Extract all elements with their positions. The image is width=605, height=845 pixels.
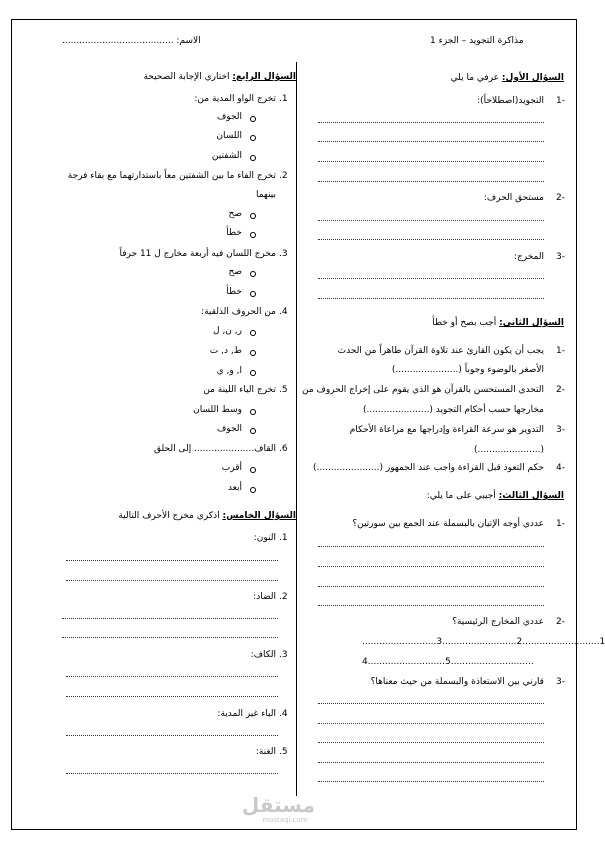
option-radio[interactable] bbox=[250, 409, 256, 415]
answer-line[interactable] bbox=[62, 618, 278, 619]
option-radio[interactable] bbox=[250, 428, 256, 434]
option-radio[interactable] bbox=[250, 350, 256, 356]
column-divider bbox=[296, 62, 297, 796]
q4-option: اللسان bbox=[216, 131, 242, 141]
q2-item-text: التدوير هو سرعة القراءة وإدراجها مع مراعاة الأحكام bbox=[349, 425, 544, 435]
q2-item-text: التحدي المستحسن بالقرآن هو الذي يقوم على إخراج الحروف من bbox=[301, 385, 544, 395]
answer-line[interactable] bbox=[318, 181, 544, 182]
q4-item-text: من الحروف الذلقية: bbox=[201, 307, 276, 317]
q3-enum-row-1[interactable]: 1...........................2..........................3.......................... bbox=[362, 637, 605, 647]
option-radio[interactable] bbox=[250, 232, 256, 238]
q2-item-text[interactable]: الأصغر بالوضوء وجوباً (......................) bbox=[391, 365, 544, 375]
q3-item-num: -2 bbox=[556, 617, 565, 627]
option-radio[interactable] bbox=[250, 213, 256, 219]
option-radio[interactable] bbox=[250, 291, 256, 297]
q4-option: أبعد bbox=[227, 483, 242, 493]
q4-option: صح bbox=[228, 209, 242, 219]
q5-item-text: النون: bbox=[253, 533, 276, 543]
answer-line[interactable] bbox=[318, 220, 544, 221]
q5-item-num: 1. bbox=[279, 533, 288, 543]
q5-prompt: اذكري مخرج الأحرف التالية bbox=[118, 511, 223, 521]
q4-item-text: تخرج الواو المدية من: bbox=[194, 94, 276, 104]
q1-item-text: المخرج: bbox=[513, 252, 544, 262]
q2-title bbox=[432, 319, 564, 328]
option-radio[interactable] bbox=[250, 116, 256, 122]
answer-line[interactable] bbox=[318, 122, 544, 123]
answer-line[interactable] bbox=[66, 580, 278, 581]
q3-heading: السؤال الثالث: bbox=[498, 491, 564, 501]
q4-item-num: 6. bbox=[279, 444, 288, 454]
q1-heading: السؤال الأول: bbox=[501, 73, 564, 83]
q1-item-num: -3 bbox=[556, 252, 565, 262]
q4-item-num: 5. bbox=[279, 385, 288, 395]
answer-line[interactable] bbox=[318, 742, 544, 743]
worksheet-title: مذاكرة التجويد – الجزء 1 bbox=[430, 36, 524, 46]
answer-line[interactable] bbox=[66, 676, 278, 677]
q4-item-num: 2. bbox=[279, 171, 288, 181]
q4-item-text[interactable]: القاف..................... إلى الحلق bbox=[154, 444, 276, 454]
answer-line[interactable] bbox=[66, 560, 278, 561]
q4-item-num: 3. bbox=[279, 249, 288, 259]
q2-item-text[interactable]: حكم التعوذ قبل القراءة واجب عند الجمهور (......................) bbox=[313, 463, 544, 473]
q4-option: ا, و, ي bbox=[216, 366, 242, 376]
mostaql-url: mostaql.com bbox=[262, 816, 308, 824]
q4-option: الجوف bbox=[216, 424, 242, 434]
answer-line[interactable] bbox=[318, 762, 544, 763]
q2-item-text[interactable]: (......................) bbox=[474, 445, 544, 455]
q1-title bbox=[451, 74, 564, 83]
q2-item-num: -3 bbox=[556, 425, 565, 435]
q5-item-num: 5. bbox=[279, 747, 288, 757]
q3-item-text: عددي المخارج الرئيسية؟ bbox=[452, 617, 544, 627]
option-radio[interactable] bbox=[250, 330, 256, 336]
q1-item-num: -1 bbox=[556, 96, 565, 106]
q4-title bbox=[143, 73, 296, 82]
student-name-field[interactable]: الاسم: ....................................... bbox=[62, 36, 201, 46]
q5-item-text: الغنة: bbox=[255, 747, 276, 757]
answer-line[interactable] bbox=[318, 723, 544, 724]
q1-item-num: -2 bbox=[556, 193, 565, 203]
answer-line[interactable] bbox=[318, 586, 544, 587]
q4-option: ر, ن, ل bbox=[213, 326, 242, 336]
q3-item-num: -1 bbox=[556, 519, 565, 529]
q3-item-num: -3 bbox=[556, 677, 565, 687]
answer-line[interactable] bbox=[318, 278, 544, 279]
answer-line[interactable] bbox=[318, 605, 544, 606]
q5-item-text: الكاف: bbox=[250, 650, 276, 660]
q4-item-text: تخرج الياء اللينة من bbox=[203, 385, 276, 395]
q3-item-text: عددي أوجه الإتيان بالبسملة عند الجمع بين سورتين؟ bbox=[352, 519, 544, 529]
q5-item-num: 3. bbox=[279, 650, 288, 660]
q4-option: وسط اللسان bbox=[193, 405, 242, 415]
q3-prompt: أجيبي على ما يلي: bbox=[426, 491, 499, 501]
q4-item-num: 4. bbox=[279, 307, 288, 317]
q5-heading: السؤال الخامس: bbox=[222, 511, 296, 521]
answer-line[interactable] bbox=[318, 703, 544, 704]
q4-heading: السؤال الرابع: bbox=[232, 72, 296, 82]
answer-line[interactable] bbox=[62, 637, 278, 638]
q3-item-text: قارني بين الاستعاذة والبسملة من حيث معناها؟ bbox=[370, 677, 544, 687]
q4-option: الشفتين bbox=[211, 151, 242, 161]
q5-item-num: 4. bbox=[279, 709, 288, 719]
option-radio[interactable] bbox=[250, 271, 256, 277]
answer-line[interactable] bbox=[318, 141, 544, 142]
q1-prompt: عرفي ما يلي bbox=[450, 73, 502, 83]
q4-option: خطأ bbox=[226, 287, 242, 297]
q2-item-text: يجب أن يكون القارئ عند تلاوة القرآن طاهراً من الحدث bbox=[337, 346, 544, 356]
q4-option: صح bbox=[228, 267, 242, 277]
q3-enum-row-2[interactable]: .............................5...........................4 bbox=[362, 657, 534, 667]
q4-option: ط, د, ت bbox=[209, 346, 242, 356]
q2-prompt: أجب بصح أو خطأ bbox=[432, 318, 500, 328]
q2-item-num: -1 bbox=[556, 346, 565, 356]
q2-item-num: -2 bbox=[556, 385, 565, 395]
answer-line[interactable] bbox=[66, 696, 278, 697]
answer-line[interactable] bbox=[318, 239, 544, 240]
option-radio[interactable] bbox=[250, 155, 256, 161]
answer-line[interactable] bbox=[318, 566, 544, 567]
q4-prompt: اختاري الإجابة الصحيحة bbox=[143, 72, 233, 82]
q4-option: الجوف bbox=[216, 112, 242, 122]
answer-line[interactable] bbox=[318, 546, 544, 547]
option-radio[interactable] bbox=[250, 370, 256, 376]
mostaql-watermark bbox=[241, 793, 315, 824]
q2-item-num: -4 bbox=[556, 463, 565, 473]
q4-item-text: بينهما bbox=[255, 190, 276, 200]
option-radio[interactable] bbox=[250, 487, 256, 493]
q2-item-text[interactable]: مخارجها حسب أحكام التجويد (......................) bbox=[362, 405, 544, 415]
q4-option: خطأ bbox=[226, 228, 242, 238]
q2-heading: السؤال الثاني: bbox=[499, 318, 564, 328]
q1-item-text: التجويد(اصطلاحاً): bbox=[477, 96, 544, 106]
q3-title bbox=[427, 492, 564, 501]
q5-item-num: 2. bbox=[279, 592, 288, 602]
option-radio[interactable] bbox=[250, 467, 256, 473]
answer-line[interactable] bbox=[318, 781, 544, 782]
answer-line[interactable] bbox=[318, 161, 544, 162]
q5-title bbox=[118, 512, 296, 521]
q4-item-num: 1. bbox=[279, 94, 288, 104]
q5-item-text: الضاد: bbox=[253, 592, 276, 602]
q4-item-text: مخرج اللسان فيه أربعة مخارج ل 11 حرفاً bbox=[119, 249, 276, 259]
q5-item-text: الياء غير المدية: bbox=[217, 709, 276, 719]
answer-line[interactable] bbox=[66, 773, 278, 774]
q4-option: أقرب bbox=[221, 463, 242, 473]
answer-line[interactable] bbox=[318, 298, 544, 299]
q4-item-text: تخرج الفاء ما بين الشفتين معاً باستدارتهما مع بقاء فرجة bbox=[67, 171, 276, 181]
mostaql-logo-text: مستقل bbox=[241, 793, 315, 817]
q1-item-text: مستحق الحرف: bbox=[483, 193, 544, 203]
option-radio[interactable] bbox=[250, 135, 256, 141]
answer-line[interactable] bbox=[66, 735, 278, 736]
